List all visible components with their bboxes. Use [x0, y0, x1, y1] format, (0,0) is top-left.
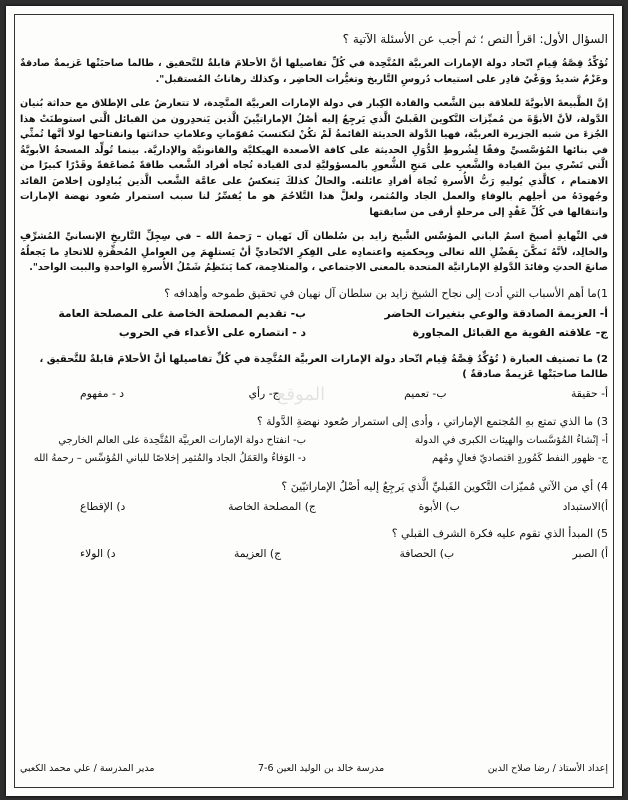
q3-option-c[interactable]: ج- ظهور النفط كَمُوردٍ اقتصاديّ فعالٍ ومُهم: [431, 453, 608, 465]
q3-option-b[interactable]: ب- انفتاح دولة الإمارات العربيَّة المُتَّحِدة على العالم الخارجي: [58, 434, 306, 446]
q4-option-d[interactable]: د) الإقطاع: [80, 499, 126, 513]
q2-option-c[interactable]: ج- رأي: [248, 387, 280, 401]
question-3: [20, 414, 608, 467]
page-footer: [20, 763, 608, 774]
question-2-options: [20, 386, 608, 402]
q4-option-c[interactable]: ج) المصلحة الخاصة: [228, 499, 316, 513]
footer-school: مدرسة خالد بن الوليد العين 6-7: [257, 763, 385, 774]
question-4: [20, 479, 608, 515]
q1-option-a[interactable]: أ- العزيمة الصادقة والوعي بتغيرات الحاضر: [384, 306, 608, 320]
question-2-stem: 2) ما تصنيف العبارة ( تُؤكِّدُ قِصَّةُ قِيام اتّحاد دولة الإمارات العربيَّة المُتَّحِدة في كُلِّ تفاصيلها أنَّ الأحلامَ قابلةٌ للتَّحقيق ، طالما صاحبَتْها عَزيمةٌ صادقةٌ ): [39, 354, 608, 380]
footer-principal: مدير المدرسة / علي محمد الكعبي: [20, 763, 155, 774]
question-3-options: [20, 434, 608, 467]
q5-option-c[interactable]: ج) العزيمة: [233, 547, 282, 561]
question-4-options: [20, 499, 608, 515]
q2-option-d[interactable]: د - مفهوم: [80, 387, 125, 401]
passage-paragraph-2: إنَّ الطَّبيعةَ الأبويَّةَ للعلاقة بين الشَّعب والقادة الكِبار في دولة الإمارات العربيَّة المتَّحِدة، لا تتعارضُ على الإطلاق مع حداثة بُنيان الدَّولة، لأنَّ الأبوَّةَ من مُميِّزات التَّكوين القَبليّ الَّذي يَرجِعُ إليه أصْلُ الإماراتيِّينَ الَّذين يَنحدِرون من القبائل الَّتي استوطنَتْ هذا الجُزءَ من شبه الجزيرة العربيَّة، فهيا الدَّولة الحديثة القائمةُ لَمْ تكُنْ لتكتسبَ مُقوّماتِ وعلاماتِ حداثتها وانفتاحها لولا أنَّها تُمثِّي في بنائها المُؤسَّسيِّ وفقًا لِشُروطِ الدُّوَلِ الحديثة على كافة الأصعدة الهيكليَّة والقانونيَّة والإداريَّة. بينما تُولِّد المسحةُ الأبويَّةُ الَّتي تَسْري بينَ القيادة والشَّعبِ على مَنحِ الشُّعورِ بالمسؤوليَّةِ لدى القيادة تُجاه أفراد الشَّعب طاقةً مُضاعَفةً وقَدْرًا كبيرًا من الاهتمام ، كالَّذي يُوليهِ رَبُّ الأُسرةِ تُجاهَ أفرادِ عائلته. والحالُ كذلكَ يَنعكسُ على عامَّة الشَّعب الَّذين يُبادِلون إخلاصَ القائد وجُهودَهُ من أجلِهم بالوفاءِ والعمل الجاد والمُثمر، ولعلَّ هذا التَّلاحُمَ هو ما يُفسِّرُ لنا سبب استمرار صُعود نهضة الإمارات وانتقالها في كُلِّ عَقْدٍ إلى مرحلةٍ أرقى من سابقتها: [20, 98, 608, 218]
worksheet-page: [6, 6, 622, 796]
q5-option-a[interactable]: أ) الصبر: [572, 547, 608, 561]
question-1-options: [20, 306, 608, 341]
question-1: [20, 286, 608, 341]
question-3-stem: 3) ما الذي تمتع بهِ المُجتمع الإماراتي ، وأدى إلى استمرار صُعود نهضةِ الدَّولة ؟: [256, 414, 608, 428]
q3-option-a[interactable]: أ- إنْشاءُ المُؤسَّسات والهيئات الكبرى في الدولة: [414, 434, 608, 446]
q2-option-b[interactable]: ب- تعميم: [404, 387, 447, 401]
question-5-stem: 5) المبدأ الذي تقوم عليه فكرة الشرف القبلي ؟: [391, 527, 608, 541]
question-1-stem: 1)ما أهم الأسباب التي أدت إلى نجاح الشيخ زايد بن سلطان آل نهيان في تحقيق طموحه وأهدافه ؟: [164, 286, 608, 300]
watermark: الموقع: [276, 384, 326, 405]
q5-option-b[interactable]: ب) الحصافة: [399, 547, 455, 561]
question-title: السؤال الأول: اقرأ النص ؛ ثم أجب عن الأسئلة الآتية ؟: [342, 32, 608, 46]
q4-option-b[interactable]: ب) الأبوة: [418, 499, 460, 513]
passage-paragraph-3: في النِّهايةِ أصبحَ اسمُ الباني المؤسِّس الشَّيخ زايد بن سُلطان آل نَهيان – رَحمهُ الله – في سِجِلِّ التَّاريخِ الإنسانيِّ المُشرِّفِ والخالِد، لأنَّهُ تَمكَّنَ بِفَضْلِ الله تعالى وبِحكمتِه واعتمادِه على الفِكرِ الاتّحاديِّ أنْ يَستلهِمَ مِن العواملِ المُحفِّزةِ للاتحادِ ما يَجعلُهُ صانعَ الحدثِ وقائدَ الدَّولةِ الإماراتيَّة المتحدة بالمعنى الاجتماعي ، والمتلاحِمة، كما يَنتَظِمُ شَمْلُ الأُسرةِ الواحدةِ والبيت الواحد".: [20, 231, 608, 274]
question-5-options: [20, 546, 608, 562]
passage-paragraph-1: تُؤكِّدُ قِصَّةُ قِيامِ اتّحاد دولة الإمارات العربيَّة المُتَّحِدة في كُلِّ تفاصيلها أنَّ الأحلامَ قابلةٌ للتَّحقيق ، طالما صاحبَتْها عَزيمةٌ صادقةٌ وعَزْمٌ شديدٌ ووَعْيٌ قادِر على استيعاب دُروسِ التَّاريخ وتغيُّرات الحاضِر ، وكذلك رهاناتُ المُستقبل".: [20, 58, 608, 85]
worksheet-content: [20, 32, 608, 562]
question-2: [20, 353, 608, 402]
q1-option-c[interactable]: ج- علاقته القوية مع القبائل المجاورة: [412, 326, 608, 340]
q4-option-a[interactable]: أ)الاستبداد: [562, 499, 608, 513]
q5-option-d[interactable]: د) الولاء: [80, 547, 116, 561]
q1-option-d[interactable]: د - انتصاره على الأعداء في الحروب: [118, 326, 306, 340]
footer-prepared-by: إعداد الأستاذ / رضا صلاح الدين: [487, 763, 608, 774]
question-4-stem: 4) أي من الآتي مُميّزات التَّكوين القَبليِّ الَّذي يَرجِعُ إليه أصْلُ الإماراتيّينَ ؟: [281, 479, 608, 493]
question-5: [20, 526, 608, 562]
q3-option-d[interactable]: د- الوَفاءُ والعَمَلُ الجاد والمُثمِر إخلاصًا للباني المُؤسِّس – رحمهُ الله: [33, 453, 306, 465]
q1-option-b[interactable]: ب- تقديم المصلحة الخاصة على المصلحة العامة: [58, 306, 306, 320]
q2-option-a[interactable]: أ- حقيقة: [571, 387, 608, 401]
